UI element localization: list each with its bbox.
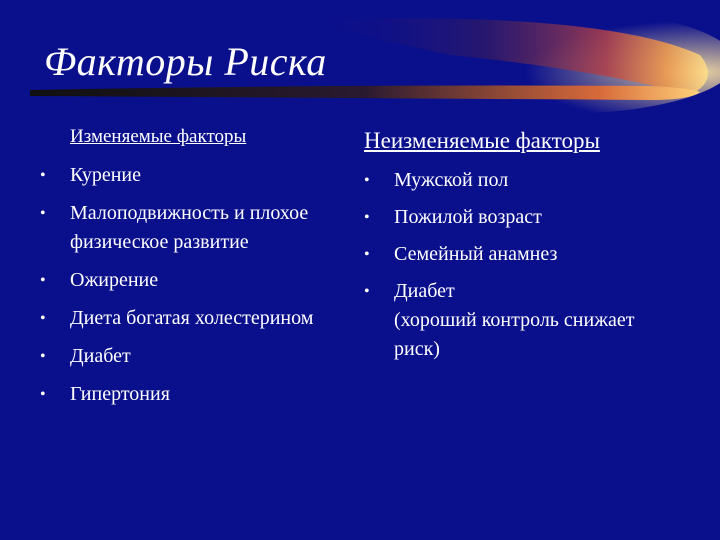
item-text: Мужской пол xyxy=(394,169,509,191)
bullet-icon: • xyxy=(40,167,46,184)
list-item xyxy=(40,199,330,257)
bullet-icon: • xyxy=(40,272,46,289)
item-text: Ожирение xyxy=(70,269,159,291)
list-item xyxy=(364,277,664,364)
item-text: Курение xyxy=(70,164,141,186)
bullet-icon: • xyxy=(40,205,46,222)
item-text: Диабет xyxy=(394,280,455,302)
slide-title: Факторы Риска xyxy=(44,39,327,84)
bullet-icon: • xyxy=(40,386,46,403)
list-item xyxy=(364,166,664,195)
modifiable-factors-list xyxy=(40,161,330,418)
list-item xyxy=(40,304,330,333)
item-text: Диабет xyxy=(70,345,131,367)
list-item xyxy=(40,266,330,295)
item-text: Пожилой возраст xyxy=(394,206,542,228)
item-text: Малоподвижность и плохое физическое развитие xyxy=(70,202,309,253)
list-item xyxy=(40,342,330,371)
list-item xyxy=(40,380,330,409)
right-column-heading: Неизменяемые факторы xyxy=(364,128,600,153)
list-item xyxy=(40,161,330,190)
item-text: Гипертония xyxy=(70,383,170,405)
bullet-icon: • xyxy=(364,283,370,300)
non-modifiable-factors-list xyxy=(364,166,664,372)
list-item xyxy=(364,240,664,269)
item-text: Диета богатая холестерином xyxy=(70,307,314,329)
left-column-heading: Изменяемые факторы xyxy=(70,126,247,147)
list-item xyxy=(364,203,664,232)
bullet-icon: • xyxy=(364,172,370,189)
swoosh-bar xyxy=(30,86,700,101)
bullet-icon: • xyxy=(364,209,370,226)
item-text: Семейный анамнез xyxy=(394,243,558,265)
bullet-icon: • xyxy=(364,246,370,263)
bullet-icon: • xyxy=(40,310,46,327)
bullet-icon: • xyxy=(40,348,46,365)
item-note: (хороший контроль снижает риск) xyxy=(394,309,635,360)
